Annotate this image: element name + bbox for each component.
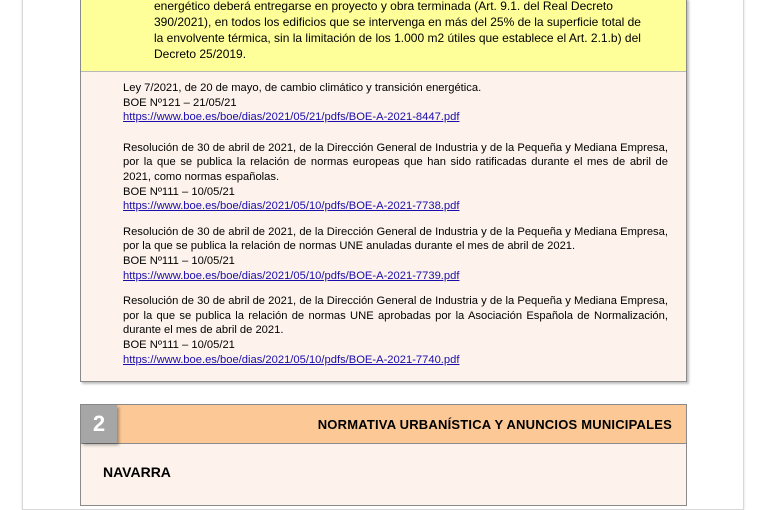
entry-title: Resolución de 30 de abril de 2021, de la Dirección General de Industria y de la Pequeña y Mediana Empresa, por la que se publica la relación de normas UNE anuladas durante el mes de abril de 2021. <box>123 225 668 253</box>
section-2-box <box>80 404 687 506</box>
entry-link[interactable]: https://www.boe.es/boe/dias/2021/05/10/pdfs/BOE-A-2021-7739.pdf <box>123 269 460 282</box>
entry-title: Resolución de 30 de abril de 2021, de la Dirección General de Industria y de la Pequeña y Mediana Empresa, por la que se publica la relación de normas europeas que han sido ratificadas durante el mes de abril de 2021, como normas españolas. <box>123 141 668 183</box>
note-line: 390/2021), en todos los edificios que se intervenga en más del 25% de la superficie total de <box>154 15 641 29</box>
note-line: la envolvente térmica, sin la limitación de los 1.000 m2 útiles que establece el Art. 2.1.b) del <box>154 31 641 45</box>
entry-link[interactable]: https://www.boe.es/boe/dias/2021/05/10/pdfs/BOE-A-2021-7738.pdf <box>123 200 460 213</box>
entry-boe: BOE Nº111 – 10/05/21 <box>123 185 235 198</box>
list-item <box>123 294 668 367</box>
entry-boe: BOE Nº111 – 10/05/21 <box>123 338 235 351</box>
region-heading: NAVARRA <box>103 464 171 480</box>
highlight-note <box>81 0 686 72</box>
legislation-box <box>80 0 687 382</box>
list-item <box>123 141 668 214</box>
section-number: 2 <box>81 405 117 443</box>
legislation-list <box>123 81 668 367</box>
list-item <box>123 81 668 125</box>
list-item <box>123 225 668 283</box>
note-line: energético deberá entregarse en proyecto y obra terminada (Art. 9.1. del Real Decreto <box>154 0 613 13</box>
note-line: Decreto 25/2019. <box>154 47 247 61</box>
entry-title: Ley 7/2021, de 20 de mayo, de cambio climático y transición energética. <box>123 82 482 94</box>
entry-boe: BOE Nº111 – 10/05/21 <box>123 254 235 267</box>
section-title: NORMATIVA URBANÍSTICA Y ANUNCIOS MUNICIPALES <box>317 417 672 432</box>
entry-link[interactable]: https://www.boe.es/boe/dias/2021/05/21/pdfs/BOE-A-2021-8447.pdf <box>123 111 460 124</box>
entry-link[interactable]: https://www.boe.es/boe/dias/2021/05/10/pdfs/BOE-A-2021-7740.pdf <box>123 353 460 366</box>
section-header <box>81 405 686 444</box>
highlight-note-text <box>154 0 664 62</box>
entry-boe: BOE Nº121 – 21/05/21 <box>123 96 237 109</box>
entry-title: Resolución de 30 de abril de 2021, de la Dirección General de Industria y de la Pequeña y Mediana Empresa, por la que se publica la relación de normas UNE aprobadas por la Asociación Española de Normalización, durante el mes de abril de 2021. <box>123 295 668 337</box>
